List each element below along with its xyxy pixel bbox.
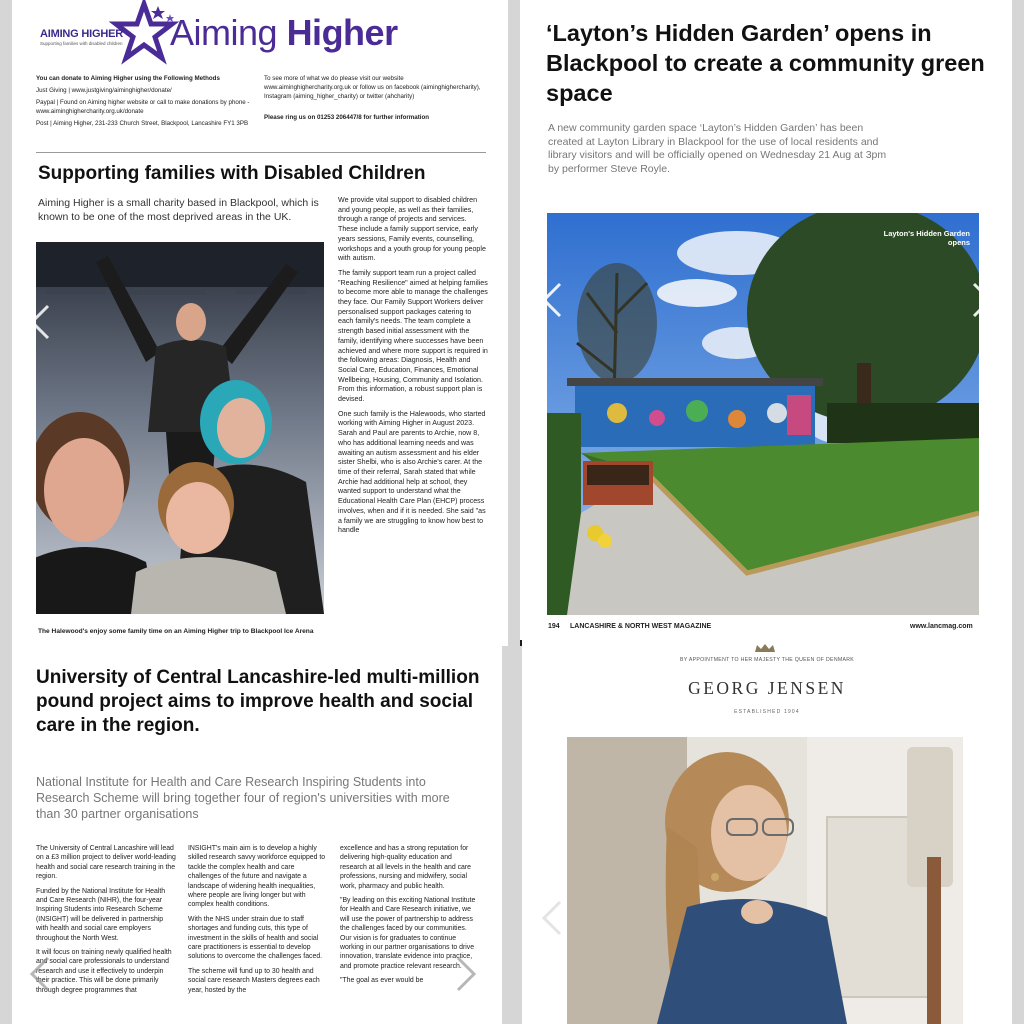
- article-lede: A new community garden space ‘Layton’s Hidden Garden’ has been created at Layton Library in Blackpool for the use of local residents and library visitors and will be officially opened on Wednesday 21 Aug at 3pm by performer Steve Royle.: [548, 122, 887, 175]
- body-paragraph: "By leading on this exciting National Institute for Health and Care Research initiative, we will use the power of partnership to address the challenges faced by our communities. Our vision is for graduates to continue working in our partner organisations to drive innovation, translate evidence into practice, and promote practice relevant research.: [340, 897, 476, 970]
- photo-label: Layton's Hidden Garden opens: [883, 229, 970, 247]
- body-paragraph: It will focus on training newly qualified health and social care professionals to understand research and use it effectively to underpin their practice. This will be done primarily through degree programmes that: [36, 949, 172, 994]
- logo-tagline: Supporting families with disabled children: [40, 41, 123, 46]
- royal-appointment-text: BY APPOINTMENT TO HER MAJESTY THE QUEEN OF DENMARK: [679, 657, 855, 663]
- body-paragraph: The University of Central Lancashire will lead on a £3 million project to deliver world-leading health and social care research training in the region.: [36, 845, 176, 881]
- donate-just-giving: Just Giving | www.justgiving/aiminghigher/donate/: [36, 87, 172, 94]
- prev-arrow-icon[interactable]: [538, 898, 568, 938]
- article-headline: University of Central Lancashire-led multi-million pound project aims to improve health and social care in the region.: [36, 667, 480, 736]
- ring-text: Please ring us on 01253 206447/8 for further information: [264, 114, 430, 121]
- body-paragraph: Funded by the National Institute for Health and Care Research (NIHR), the four-year Inspiring Students into Research Scheme (INSIGHT) will be delivered in partnership with health and social care employers throughout the North West.: [36, 887, 166, 942]
- next-arrow-icon[interactable]: [464, 302, 494, 342]
- page-number: 194: [548, 623, 560, 630]
- column-gap-lower: [502, 646, 522, 1024]
- uclan-article: [12, 646, 502, 1024]
- photo-caption: The Halewood's enjoy some family time on an Aiming Higher trip to Blackpool Ice Arena: [38, 628, 314, 635]
- model-photo: [567, 737, 963, 1024]
- body-paragraph: "The goal as ever would be: [340, 977, 424, 985]
- georg-jensen-ad: [522, 640, 1012, 1024]
- article-headline: ‘Layton’s Hidden Garden’ opens in Blackpool to create a community green space: [546, 20, 985, 106]
- body-paragraph: INSIGHT's main aim is to develop a highly skilled research savvy workforce equipped to tackle the complex health and care challenges of the future and navigate a landscape of widening health inequalities, where people are living longer but with complex health conditions.: [188, 845, 326, 909]
- body-paragraph: The family support team run a project called "Reaching Resilience" aimed at helping families to become more able to manage the challenges they face. Our Family Support Workers deliver personalised support packages catering to each family's needs. The team complete a strength based initial assessment with the family, identifying where successes have been achieved and where more support is required in the following areas: Diagnosis, Health and Social Care, Education, Finances, Emotional Wellbeing, Housing, Community and Isolation. From this information, a robust support plan is devised.: [338, 268, 488, 404]
- article-body-column: [338, 196, 488, 541]
- donate-paypal: Paypal | Found on Aiming higher website or call to make donations by phone - www.aiminghighercharity.org.uk/donate: [36, 99, 250, 115]
- article-headline: Supporting families with Disabled Children: [38, 163, 426, 184]
- left-edge: [0, 0, 12, 1024]
- brand-name: GEORG JENSEN: [688, 678, 846, 698]
- crown-icon: [754, 643, 776, 653]
- body-paragraph: We provide vital support to disabled children and young people, as well as their families, through a range of projects and services. These include a family support service, early years sessions, Family events, counselling, workshops and a youth group for young people with autism.: [338, 196, 486, 263]
- body-paragraph: The scheme will fund up to 30 health and social care research Masters degrees each year, hosted by the: [188, 967, 320, 994]
- right-edge: [1012, 0, 1024, 1024]
- garden-photo: [547, 213, 979, 615]
- aiming-higher-article: [12, 0, 508, 646]
- logo-small-text: AIMING HIGHER: [40, 28, 123, 40]
- prev-arrow-icon[interactable]: [538, 280, 568, 320]
- layton-garden-article: [520, 0, 1012, 640]
- family-photo: [36, 242, 324, 614]
- article-lede: National Institute for Health and Care Research Inspiring Students into Research Scheme will bring together four of region's universities with more than 30 partner organisations: [36, 775, 450, 821]
- established-text: ESTABLISHED 1904: [734, 709, 800, 715]
- next-arrow-icon[interactable]: [966, 280, 996, 320]
- magazine-website: www.lancmag.com: [910, 623, 973, 630]
- article-column-1: [36, 844, 176, 1000]
- donate-info: [36, 74, 256, 128]
- body-paragraph: With the NHS under strain due to staff shortages and funding cuts, this type of investment in the skills of health and social care practitioners is essential to develop solutions to overcome the challenges faced.: [188, 915, 323, 961]
- contact-info: [264, 74, 486, 122]
- see-more-text: To see more of what we do please visit our website www.aiminghighercharity.org.uk or follow us on facebook (aiminghighercharity), Instagram (aiming_higher_charity) or twitter (ahcharity): [264, 75, 481, 100]
- article-column-2: [188, 844, 328, 1000]
- article-intro: Aiming Higher is a small charity based in Blackpool, which is known to be one of the most deprived areas in the UK.: [38, 197, 319, 223]
- body-paragraph: One such family is the Halewoods, who started working with Aiming Higher in August 2023. Sarah and Paul are parents to Archie, now 8, who has additional learning needs and was awaiting an autism assessment and his elder sister Shelbi, who is also Archie's carer. At the time of their referral, Sarah stated that while Archie had additional help at school, they wanted support to understand what the Educational Health Care Plan (EHCP) process involves, when and if it is needed. She said "as a family we are struggling to know how best to handle: [338, 409, 486, 535]
- logo-word-aiming: Aiming: [170, 12, 278, 53]
- divider-line: [36, 152, 486, 153]
- prev-arrow-icon[interactable]: [26, 302, 56, 342]
- prev-arrow-icon[interactable]: [26, 954, 56, 994]
- body-paragraph: excellence and has a strong reputation for delivering high-quality education and research at all levels in the health and care professions, nursing and midwifery, social work, pharmacy and public health.: [340, 845, 471, 890]
- logo-word-higher: Higher: [286, 12, 398, 53]
- donate-heading: You can donate to Aiming Higher using the Following Methods: [36, 75, 220, 82]
- next-arrow-icon[interactable]: [450, 954, 480, 994]
- magazine-name: LANCASHIRE & NORTH WEST MAGAZINE: [570, 623, 712, 630]
- donate-post: Post | Aiming Higher, 231-233 Church Street, Blackpool, Lancashire FY1 3PB: [36, 120, 249, 127]
- logo-wordmark: [170, 12, 398, 54]
